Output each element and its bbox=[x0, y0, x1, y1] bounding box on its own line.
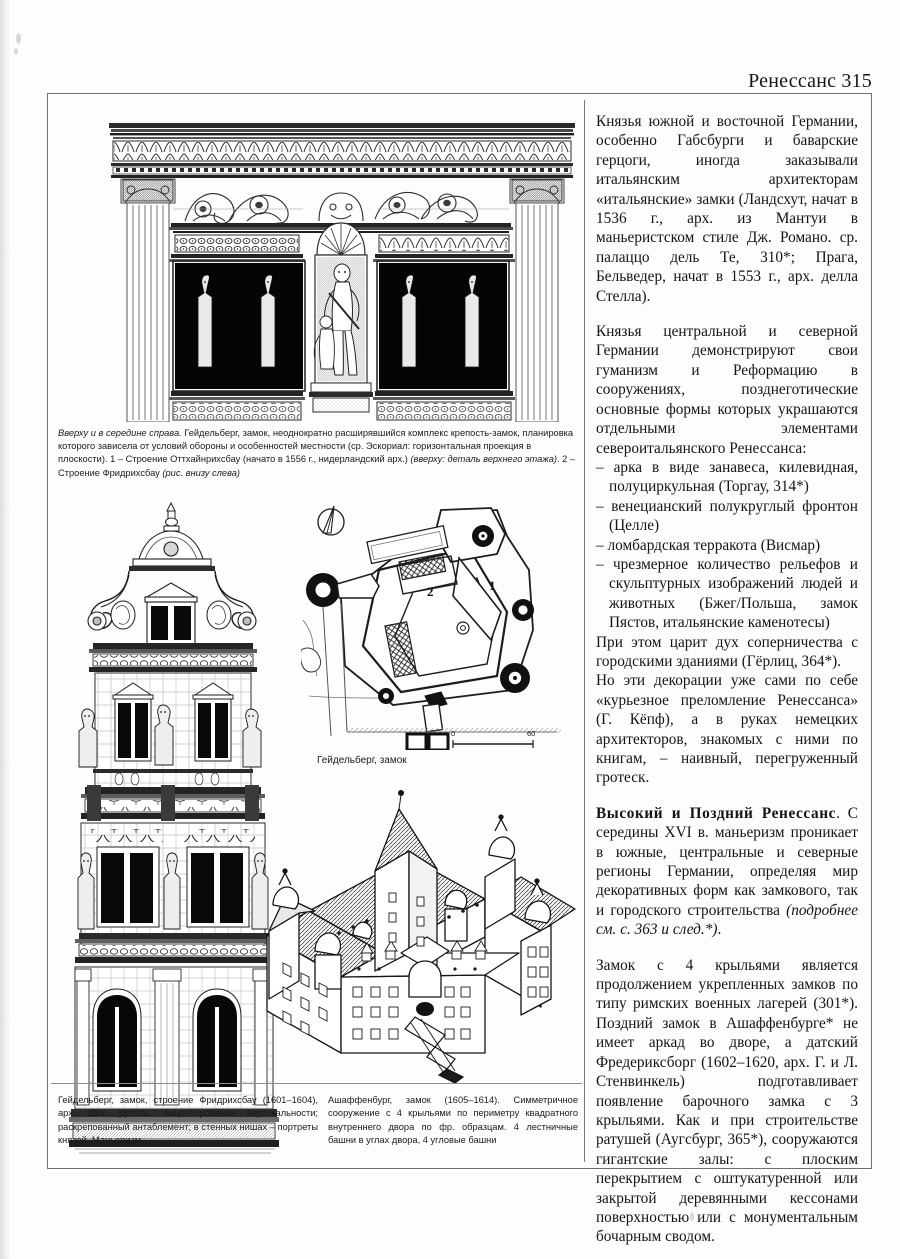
paragraph-6: Замок с 4 крыльями является продолжением укрепленных замков по типу римских военных лагерей (301*). Поздний замок в Ашаффенбурге* не имеет аркад во дворе, а датский Фредериксборг (1602–1620, арх. Г. и Л. Стенвинкель) подготавливает появление барочного замка с 3 крыльями. Как и при строительстве ратушей (Аугсбург, 365*), сооружаются гигантские залы: с плоским перекрытием с оштукатуренной или закрытой деревянными кессонами поверхностью или с монументальным бочарным сводом. bbox=[596, 956, 858, 1246]
scan-speck bbox=[14, 48, 18, 55]
scan-speck bbox=[16, 33, 21, 44]
list-item: – ломбардская терракота (Висмар) bbox=[596, 536, 821, 554]
plan-label-1: 1 bbox=[489, 578, 496, 593]
caption-top-text-2: . 2 – Строение Фридрихсбау bbox=[58, 454, 576, 478]
caption-top-text: Гейдельберг, замок, неоднократно расширявшийся комплекс крепость-замок, планировка которого зависела от условий обороны и особенностей местности (ср. Эскориал: горизонтальная проекция в плоскости). 1 – Строение Оттхайнрихсбау (начато в 1556 г., нидерландский арх.) bbox=[58, 428, 574, 465]
caption-top-lead: Вверху и в середине справа. bbox=[58, 428, 182, 438]
list-item: – чрезмерное количество рельефов и скульптурных изображений людей и животных (Бжег/Польша, замок Пястов, итальянские каменотесы) bbox=[596, 555, 858, 632]
paragraph-1: Князья южной и восточной Германии, особенно Габсбурги и баварские герцоги, иногда заказывали итальянским архитекторам «итальянские» замки (Ландсхут, начат в 1536 г., арх. из Мантуи в маньеристском стиле Дж. Романо. ср. палаццо дель Те, 310*; Прага, Бельведер, начат в 1553 г., арх. делла Стелла). bbox=[596, 113, 858, 305]
caption-top-figure bbox=[58, 427, 577, 480]
left-column bbox=[49, 95, 584, 1169]
scale-end-label: 60 bbox=[527, 729, 536, 738]
paragraph-4: Но эти декорации уже сами по себе «курьезное преломление Ренессанса» (Г. Кёпф), а в руках немецких архитекторов, знакомых с ними по книгам, – наивный, перегруженный гротеск. bbox=[596, 672, 858, 787]
scan-gutter-shadow bbox=[0, 0, 14, 1259]
caption-friedrichsbau: Гейдельберг, замок, строение Фридрихсбау (1601–1604), арх. Шох. Деталь. Акцентирование вертикальности; раскрепованный антаблемент; в стенных нишах – портреты князей. Маньеризм bbox=[58, 1095, 318, 1146]
caption-aschaffenburg: Ашаффенбург, замок (1605–1614). Симметричное сооружение с 4 крыльями по периметру квадратного внутреннего двора по фр. образцам. 4 лестничные башни в углах двора, 4 угловые башни bbox=[328, 1095, 578, 1146]
column-divider bbox=[584, 100, 585, 1162]
caption-top-italic-2: (вверху: деталь верхнего этажа) bbox=[410, 454, 558, 465]
paragraph-5-crossref: (подробнее см. с. 363 и след.*) bbox=[596, 901, 858, 939]
paragraph-5-with-heading bbox=[596, 804, 858, 940]
paragraph-5-period: . bbox=[717, 921, 722, 939]
aschaffenburg-castle-axonometric-figure bbox=[249, 785, 584, 1085]
caption-separator-rule bbox=[51, 1083, 582, 1084]
running-head: Ренессанс 315 bbox=[748, 70, 872, 92]
content-frame bbox=[47, 93, 872, 1246]
heidelberg-ottheinrichsbau-detail-figure bbox=[107, 117, 577, 422]
scale-start-label: 0 bbox=[451, 729, 456, 738]
paragraph-5-text: . С середины XVI в. маньеризм проникает в южные, центральные и северные регионы Германии, определяя мир декоративных форм как замкового, так и городского строительства bbox=[596, 804, 858, 919]
plan-label-2: 2 bbox=[427, 584, 434, 599]
paragraph-3: При этом царит дух соперничества с городскими зданиями (Гёрлиц, 364*). bbox=[596, 633, 858, 670]
heidelberg-castle-site-plan-figure bbox=[301, 500, 571, 750]
plan-caption: Гейдельберг, замок bbox=[317, 755, 407, 766]
list-item: – венецианский полукруглый фронтон (Целле) bbox=[596, 497, 858, 535]
right-column-body-text bbox=[596, 112, 858, 1247]
list-item: – арка в виде занавеса, килевидная, полуциркульная (Торгау, 314*) bbox=[596, 458, 858, 496]
section-heading: Высокий и Поздний Ренессанс bbox=[596, 804, 837, 822]
north-arrow-icon bbox=[318, 506, 344, 535]
paragraph-2: Князья центральной и северной Германии демонстрируют свои гуманизм и Реформацию в сооружениях, позднеготические основные формы которых украшаются отдельными элементами североитальянского Ренессанса: bbox=[596, 323, 858, 457]
caption-top-italic-3: (рис. внизу слева) bbox=[162, 467, 241, 478]
feature-list bbox=[596, 458, 858, 633]
